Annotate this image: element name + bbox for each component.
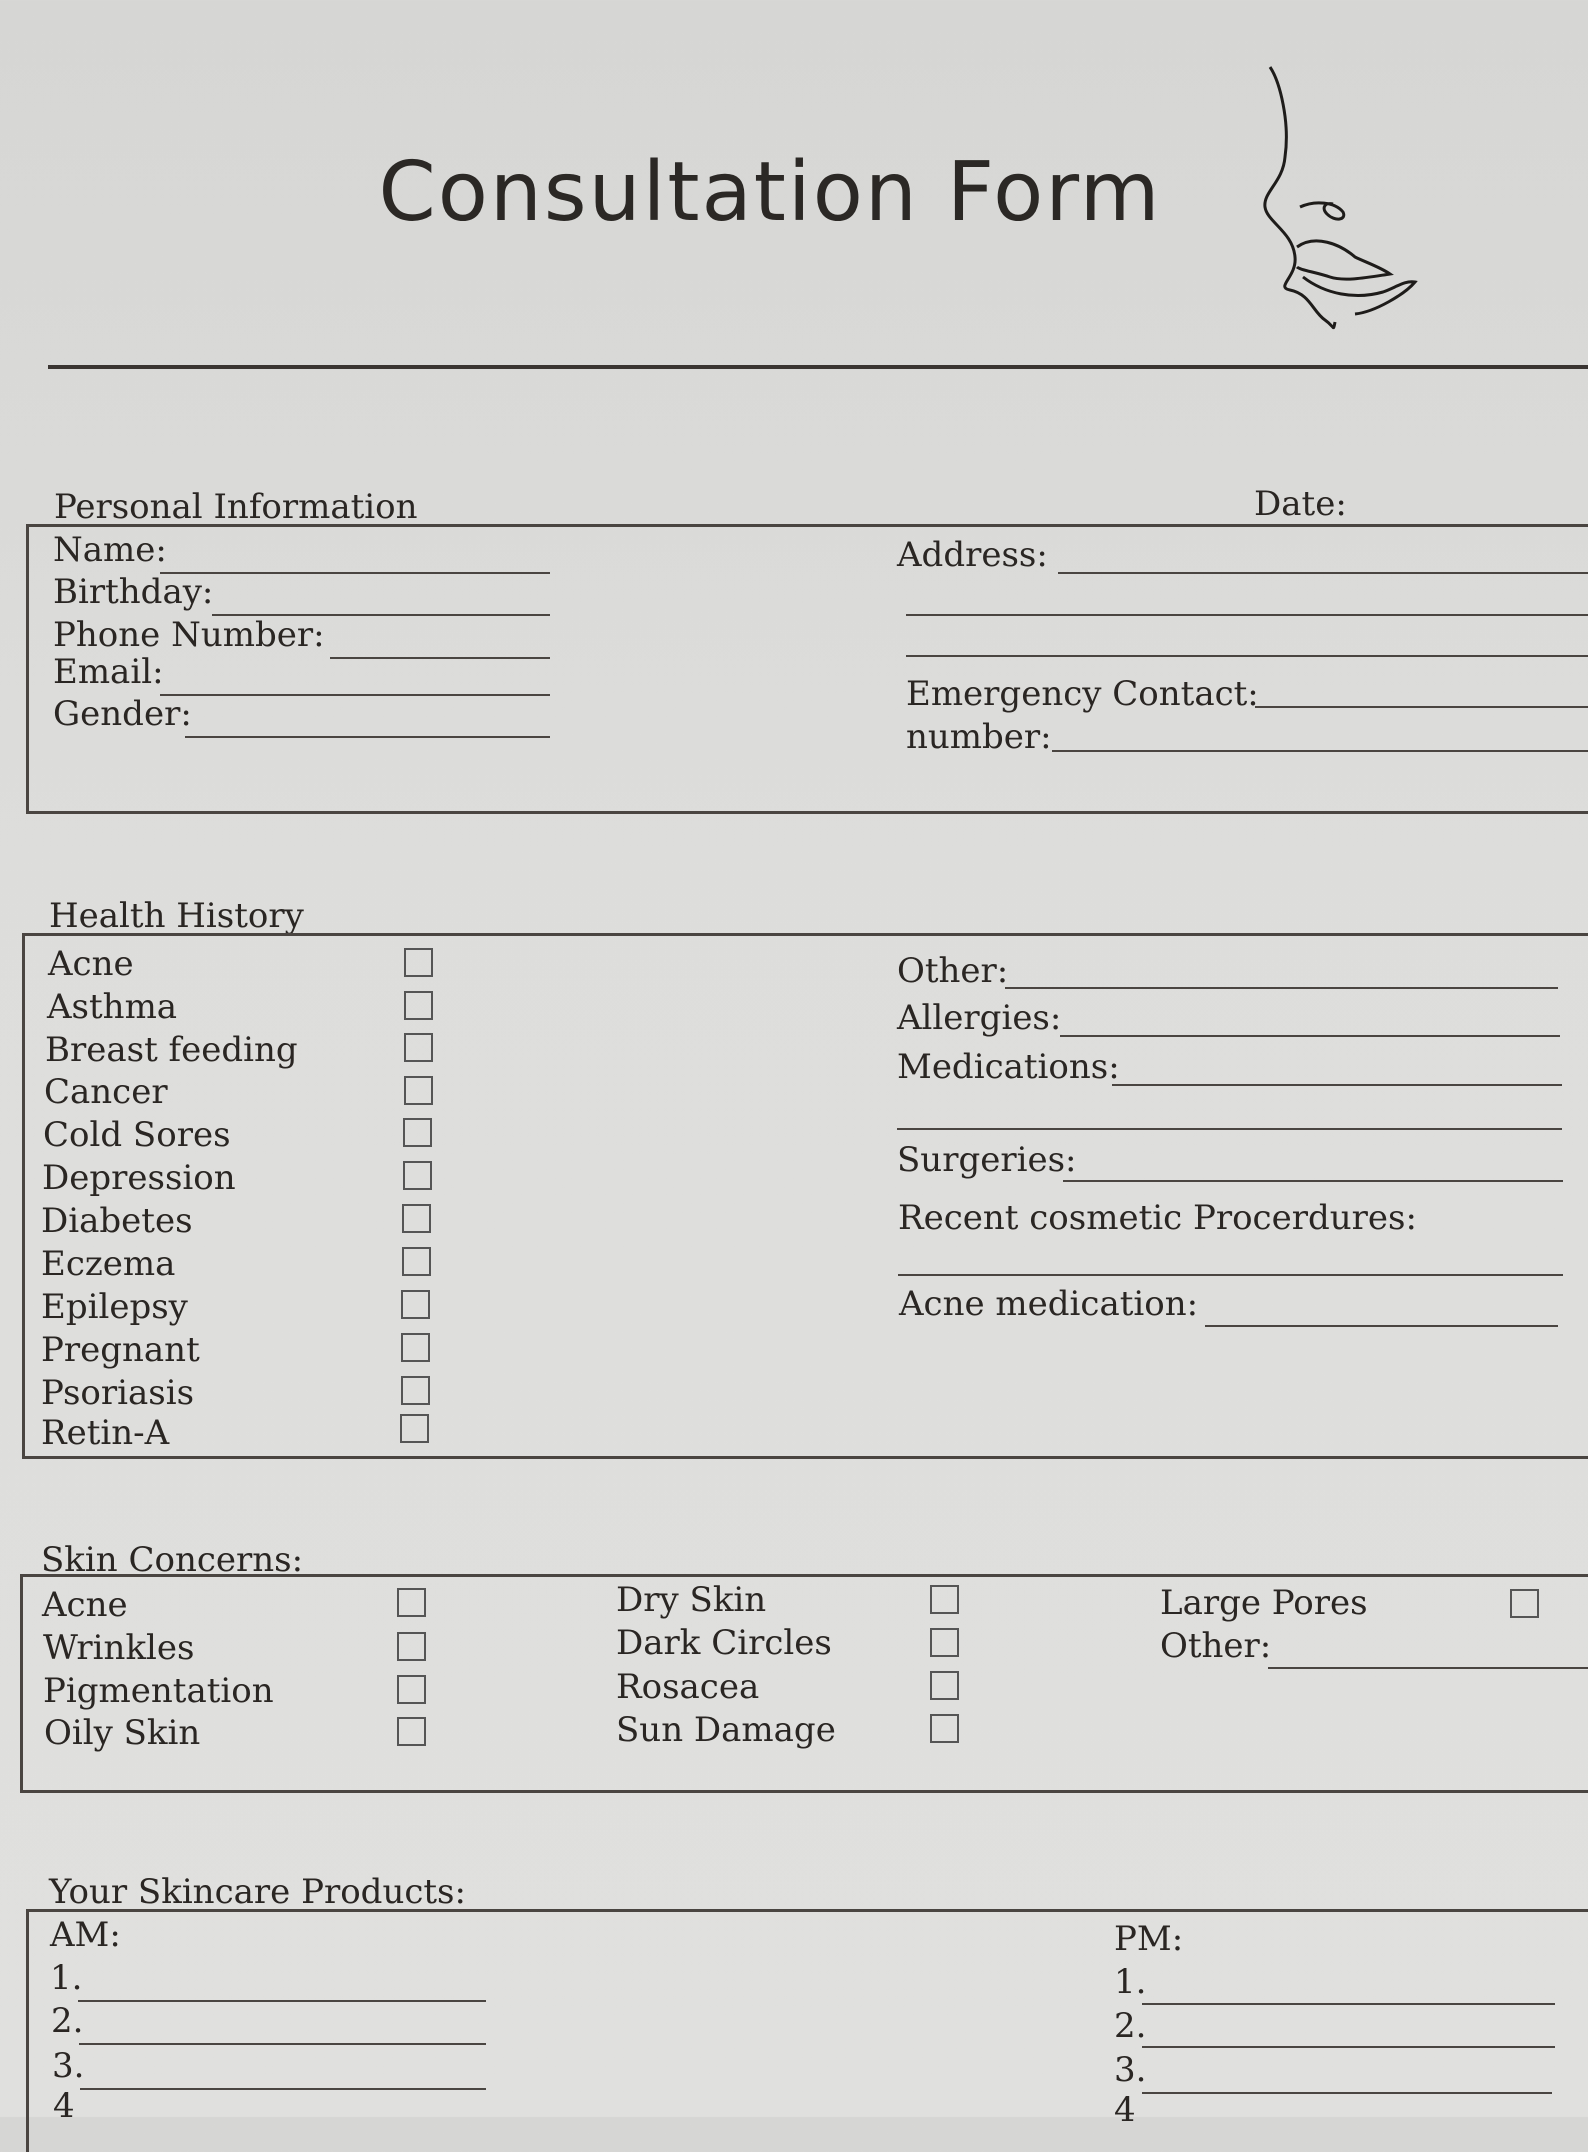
condition-checkbox[interactable] bbox=[402, 1247, 431, 1276]
emergency-contact-label: Emergency Contact: bbox=[906, 674, 1259, 714]
date-label: Date: bbox=[1254, 484, 1347, 524]
condition-checkbox[interactable] bbox=[404, 1033, 433, 1062]
skin-concern-label: Acne bbox=[42, 1585, 128, 1625]
skin-concern-checkbox[interactable] bbox=[397, 1717, 426, 1746]
skin-concern-checkbox[interactable] bbox=[397, 1675, 426, 1704]
skin-concern-label: Oily Skin bbox=[44, 1713, 201, 1753]
condition-label: Eczema bbox=[41, 1244, 176, 1284]
skin-concern-label: Wrinkles bbox=[43, 1628, 195, 1668]
acne-medication-field[interactable] bbox=[1205, 1325, 1558, 1327]
health-other-field[interactable] bbox=[1005, 987, 1558, 989]
birthday-label: Birthday: bbox=[53, 572, 214, 612]
allergies-field[interactable] bbox=[1060, 1035, 1560, 1037]
name-label: Name: bbox=[53, 530, 167, 570]
surgeries-field[interactable] bbox=[1063, 1180, 1563, 1182]
skin-concern-checkbox[interactable] bbox=[930, 1714, 959, 1743]
condition-label: Epilepsy bbox=[41, 1287, 188, 1327]
am-item-number: 3. bbox=[52, 2046, 85, 2086]
health-other-label: Other: bbox=[897, 951, 1009, 991]
condition-label: Psoriasis bbox=[41, 1373, 195, 1413]
email-field[interactable] bbox=[160, 694, 550, 696]
am-item-number: 2. bbox=[51, 2001, 84, 2041]
condition-label: Retin-A bbox=[41, 1413, 170, 1453]
skin-concern-checkbox[interactable] bbox=[930, 1628, 959, 1657]
surgeries-label: Surgeries: bbox=[897, 1140, 1077, 1180]
am-item-number: 4 bbox=[53, 2086, 75, 2126]
form-title: Consultation Form bbox=[378, 145, 1162, 240]
personal-info-heading: Personal Information bbox=[54, 487, 418, 527]
condition-checkbox[interactable] bbox=[400, 1414, 429, 1443]
email-label: Email: bbox=[53, 652, 164, 692]
skin-concern-label: Pigmentation bbox=[43, 1671, 274, 1711]
skin-concern-checkbox[interactable] bbox=[930, 1585, 959, 1614]
address-field-3[interactable] bbox=[906, 655, 1588, 657]
medications-field-1[interactable] bbox=[1112, 1084, 1562, 1086]
skincare-products-heading: Your Skincare Products: bbox=[49, 1872, 466, 1912]
condition-checkbox[interactable] bbox=[403, 1161, 432, 1190]
acne-medication-label: Acne medication: bbox=[899, 1284, 1199, 1324]
condition-checkbox[interactable] bbox=[401, 1290, 430, 1319]
condition-label: Diabetes bbox=[41, 1201, 193, 1241]
pm-product-field[interactable] bbox=[1142, 2092, 1552, 2094]
am-product-field[interactable] bbox=[80, 2088, 486, 2090]
procedures-label: Recent cosmetic Procerdures: bbox=[898, 1198, 1417, 1238]
condition-label: Breast feeding bbox=[45, 1030, 298, 1070]
pm-item-number: 4 bbox=[1114, 2090, 1136, 2130]
large-pores-label: Large Pores bbox=[1160, 1583, 1368, 1623]
pm-item-number: 1. bbox=[1114, 1962, 1147, 2002]
address-label: Address: bbox=[897, 535, 1048, 575]
skin-concern-label: Rosacea bbox=[616, 1667, 760, 1707]
condition-label: Pregnant bbox=[41, 1330, 200, 1370]
skin-other-field[interactable] bbox=[1268, 1667, 1588, 1669]
skin-concern-checkbox[interactable] bbox=[397, 1632, 426, 1661]
address-field-1[interactable] bbox=[1058, 572, 1588, 574]
condition-checkbox[interactable] bbox=[402, 1204, 431, 1233]
medications-field-2[interactable] bbox=[897, 1128, 1562, 1130]
skin-other-label: Other: bbox=[1160, 1626, 1272, 1666]
face-line-art-icon bbox=[1255, 62, 1435, 332]
skin-concern-checkbox[interactable] bbox=[397, 1588, 426, 1617]
large-pores-checkbox[interactable] bbox=[1510, 1589, 1539, 1618]
pm-label: PM: bbox=[1114, 1919, 1184, 1959]
emergency-number-label: number: bbox=[906, 717, 1052, 757]
condition-checkbox[interactable] bbox=[401, 1376, 430, 1405]
procedures-field[interactable] bbox=[898, 1274, 1563, 1276]
emergency-number-field[interactable] bbox=[1052, 750, 1588, 752]
skin-concern-label: Dark Circles bbox=[616, 1623, 832, 1663]
name-field[interactable] bbox=[160, 572, 550, 574]
am-product-field[interactable] bbox=[79, 2043, 486, 2045]
medications-label: Medications: bbox=[897, 1047, 1120, 1087]
address-field-2[interactable] bbox=[906, 614, 1588, 616]
allergies-label: Allergies: bbox=[897, 998, 1062, 1038]
am-product-field[interactable] bbox=[78, 2000, 486, 2002]
skin-concern-label: Dry Skin bbox=[616, 1580, 767, 1620]
skin-concerns-heading: Skin Concerns: bbox=[41, 1540, 304, 1580]
phone-label: Phone Number: bbox=[53, 615, 325, 655]
condition-label: Asthma bbox=[47, 987, 178, 1027]
gender-field[interactable] bbox=[185, 736, 550, 738]
skin-concern-label: Sun Damage bbox=[616, 1710, 836, 1750]
pm-product-field[interactable] bbox=[1142, 2003, 1555, 2005]
emergency-contact-field[interactable] bbox=[1255, 706, 1588, 708]
health-history-box bbox=[22, 933, 1588, 1459]
condition-label: Acne bbox=[48, 944, 134, 984]
gender-label: Gender: bbox=[53, 694, 192, 734]
am-label: AM: bbox=[50, 1915, 121, 1955]
condition-checkbox[interactable] bbox=[401, 1333, 430, 1362]
condition-label: Cold Sores bbox=[43, 1115, 231, 1155]
title-divider bbox=[48, 365, 1588, 369]
phone-field[interactable] bbox=[330, 657, 550, 659]
condition-label: Cancer bbox=[44, 1072, 168, 1112]
condition-checkbox[interactable] bbox=[403, 1118, 432, 1147]
pm-product-field[interactable] bbox=[1142, 2046, 1555, 2048]
condition-checkbox[interactable] bbox=[404, 991, 433, 1020]
condition-checkbox[interactable] bbox=[404, 948, 433, 977]
health-history-heading: Health History bbox=[49, 896, 304, 936]
am-item-number: 1. bbox=[50, 1958, 83, 1998]
personal-info-box bbox=[26, 524, 1588, 814]
pm-item-number: 2. bbox=[1114, 2006, 1147, 2046]
skin-concern-checkbox[interactable] bbox=[930, 1671, 959, 1700]
condition-label: Depression bbox=[42, 1158, 236, 1198]
skincare-products-box bbox=[26, 1909, 1588, 2152]
pm-item-number: 3. bbox=[1114, 2050, 1147, 2090]
condition-checkbox[interactable] bbox=[404, 1076, 433, 1105]
